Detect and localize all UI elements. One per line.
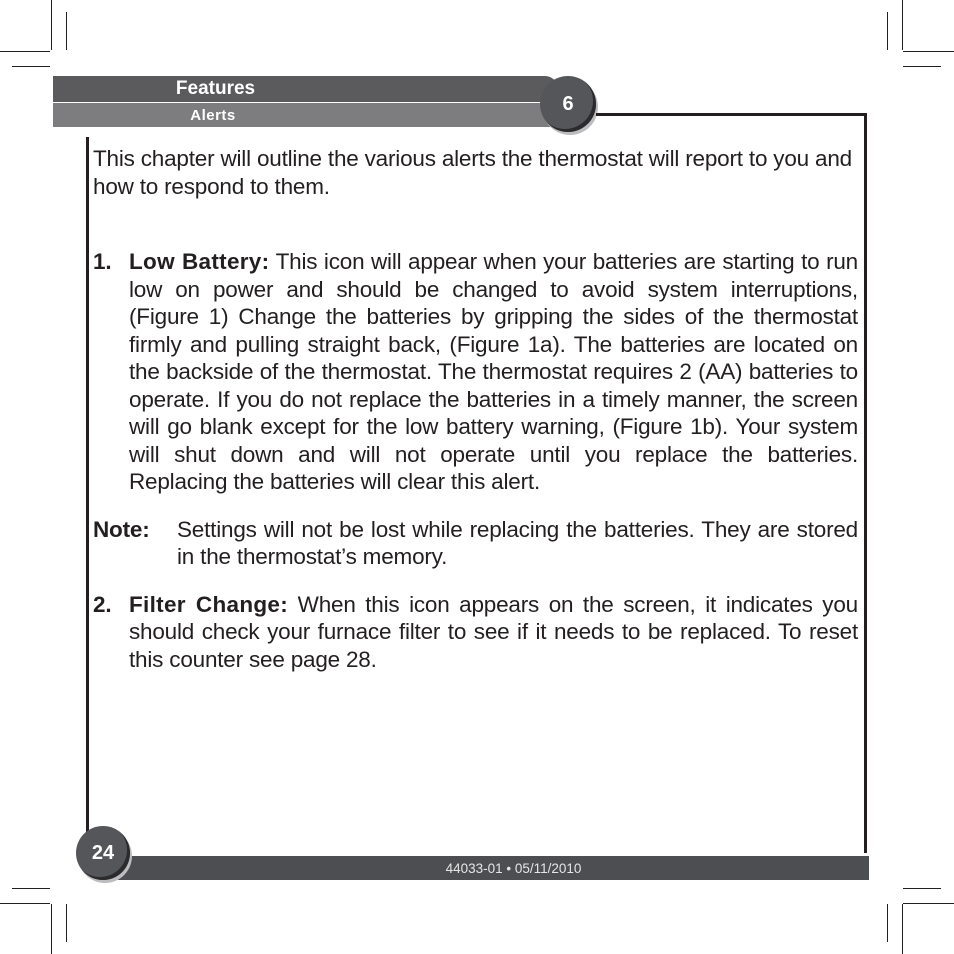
chapter-number: 6 bbox=[562, 92, 574, 115]
crop-mark bbox=[66, 12, 67, 50]
crop-mark bbox=[66, 904, 67, 942]
page-content bbox=[93, 145, 858, 673]
crop-mark bbox=[903, 66, 941, 67]
crop-mark bbox=[887, 12, 888, 50]
note-text: Settings will not be lost while replacing the batteries. They are stored in the thermostat’s memory. bbox=[177, 516, 858, 569]
item-text: When this icon appears on the screen, it indicates you should check your furnace filter to see if it needs to be replaced. To reset this counter see page 28. bbox=[129, 591, 858, 672]
page-number-badge bbox=[76, 826, 130, 880]
doc-code: 44033-01 • 05/11/2010 bbox=[445, 860, 582, 876]
item-term: Low Battery: bbox=[129, 249, 270, 274]
crop-mark bbox=[887, 904, 888, 942]
crop-mark bbox=[902, 904, 903, 954]
crop-mark bbox=[903, 903, 954, 904]
alert-item-filter-change bbox=[93, 591, 858, 674]
alert-item-low-battery bbox=[93, 248, 858, 496]
crop-mark bbox=[0, 51, 50, 52]
item-text: This icon will appear when your batteries are starting to run low on power and should be changed to avoid system interruptions, (Figure 1) Change the batteries by gripping the sides of the thermostat firmly and pulling straight back, (Figure 1a). The batteries are located on the backside of the thermostat. The thermostat requires 2 (AA) batteries to operate. If you do not replace the batteries in a timely manner, the screen will go blank except for the low battery warning, (Figure 1b). Your system will shut down and will not operate until you replace the batteries. Replacing the batteries will clear this alert. bbox=[129, 249, 858, 494]
crop-mark bbox=[51, 0, 52, 50]
crop-mark bbox=[0, 903, 50, 904]
intro-paragraph: This chapter will outline the various alerts the thermostat will report to you and how to respond to them. bbox=[93, 146, 852, 199]
subsection-title-text: Alerts bbox=[190, 106, 236, 124]
crop-mark bbox=[12, 66, 50, 67]
page-number: 24 bbox=[91, 841, 115, 864]
section-title-text: Features bbox=[175, 78, 256, 99]
footer-bar bbox=[118, 856, 869, 880]
crop-mark bbox=[902, 0, 903, 50]
crop-mark bbox=[12, 888, 50, 889]
frame-rule-right bbox=[864, 113, 867, 853]
crop-mark bbox=[903, 888, 941, 889]
frame-rule-left bbox=[86, 137, 89, 837]
item-term: Filter Change: bbox=[129, 591, 289, 617]
item-number: 2. bbox=[93, 591, 112, 617]
note-paragraph bbox=[93, 516, 858, 571]
crop-mark bbox=[51, 904, 52, 954]
chapter-number-badge bbox=[540, 76, 596, 132]
crop-mark bbox=[903, 51, 954, 52]
subsection-title bbox=[53, 103, 553, 127]
section-title bbox=[53, 76, 558, 102]
note-label: Note: bbox=[93, 516, 150, 542]
item-number: 1. bbox=[93, 249, 112, 274]
frame-rule-top bbox=[596, 113, 867, 116]
